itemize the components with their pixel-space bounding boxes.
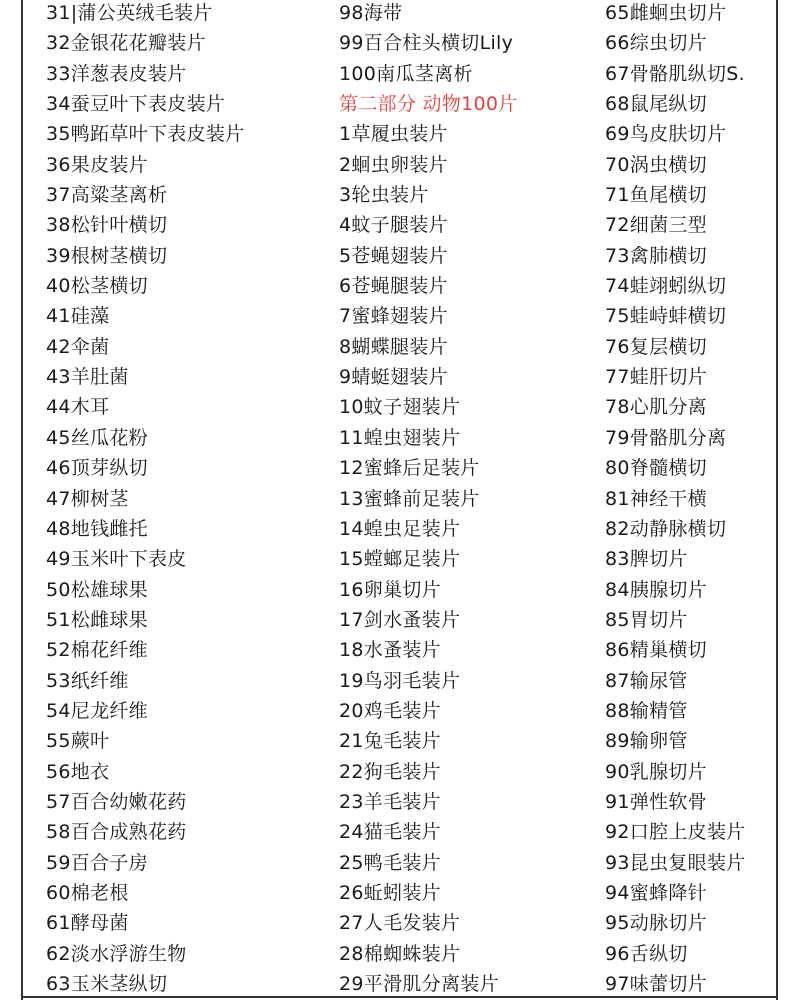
list-item: 80脊髓横切 bbox=[605, 457, 707, 480]
list-item: 47柳树茎 bbox=[46, 487, 129, 510]
list-item: 54尼龙纤维 bbox=[46, 699, 148, 722]
list-item: 15螳螂足装片 bbox=[339, 548, 461, 571]
list-item: 53纸纤维 bbox=[46, 669, 129, 692]
list-item: 85胃切片 bbox=[605, 608, 688, 631]
list-item: 57百合幼嫩花药 bbox=[46, 790, 187, 813]
list-item: 89输卵管 bbox=[605, 730, 688, 753]
list-item: 38松针叶横切 bbox=[46, 214, 168, 237]
list-item: 21兔毛装片 bbox=[339, 730, 441, 753]
list-item: 33洋葱表皮装片 bbox=[46, 62, 187, 85]
list-item: 51松雌球果 bbox=[46, 608, 148, 631]
list-item: 66综虫切片 bbox=[605, 32, 707, 55]
list-item: 16卵巢切片 bbox=[339, 578, 441, 601]
list-item: 32金银花花瓣装片 bbox=[46, 32, 206, 55]
list-item: 24猫毛装片 bbox=[339, 821, 441, 844]
list-item: 52棉花纤维 bbox=[46, 639, 148, 662]
column-1 bbox=[46, 0, 244, 999]
list-item: 76复层横切 bbox=[605, 335, 707, 358]
list-item: 99百合柱头横切Lily bbox=[339, 32, 514, 55]
list-item: 13蜜蜂前足装片 bbox=[339, 487, 480, 510]
list-item: 55蕨叶 bbox=[46, 730, 110, 753]
list-item: 67骨骼肌纵切S. bbox=[605, 62, 745, 85]
list-item: 2蛔虫卵装片 bbox=[339, 153, 448, 176]
list-item: 62淡水浮游生物 bbox=[46, 942, 187, 965]
list-item: 84胰腺切片 bbox=[605, 578, 707, 601]
list-item: 1草履虫装片 bbox=[339, 123, 448, 146]
list-item: 56地衣 bbox=[46, 760, 110, 783]
list-item: 42伞菌 bbox=[46, 335, 110, 358]
column-3 bbox=[605, 0, 746, 999]
list-item: 96舌纵切 bbox=[605, 942, 688, 965]
list-item: 69鸟皮肤切片 bbox=[605, 123, 727, 146]
list-item: 93昆虫复眼装片 bbox=[605, 851, 746, 874]
list-item: 61酵母菌 bbox=[46, 912, 129, 935]
list-item: 27人毛发装片 bbox=[339, 912, 461, 935]
list-item: 48地钱雌托 bbox=[46, 517, 148, 540]
list-item: 88输精管 bbox=[605, 699, 688, 722]
list-item: 90乳腺切片 bbox=[605, 760, 707, 783]
list-item: 41硅藻 bbox=[46, 305, 110, 328]
list-item: 43羊肚菌 bbox=[46, 366, 129, 389]
list-item: 40松茎横切 bbox=[46, 275, 148, 298]
list-item: 68鼠尾纵切 bbox=[605, 93, 707, 116]
list-item: 22狗毛装片 bbox=[339, 760, 441, 783]
list-item: 36果皮装片 bbox=[46, 153, 148, 176]
list-item: 95动脉切片 bbox=[605, 912, 707, 935]
list-item: 82动静脉横切 bbox=[605, 517, 727, 540]
list-item: 45丝瓜花粉 bbox=[46, 426, 148, 449]
list-item: 35鸭跖草叶下表皮装片 bbox=[46, 123, 245, 146]
list-item: 87输尿管 bbox=[605, 669, 688, 692]
list-item: 74蛙翊蚓纵切 bbox=[605, 275, 727, 298]
list-item: 83脾切片 bbox=[605, 548, 688, 571]
list-item: 71鱼尾横切 bbox=[605, 184, 707, 207]
list-item: 65雌蛔虫切片 bbox=[605, 2, 727, 24]
list-item: 12蜜蜂后足装片 bbox=[339, 457, 480, 480]
list-item: 98海带 bbox=[339, 2, 403, 24]
list-item: 26蚯蚓装片 bbox=[339, 881, 441, 904]
list-item: 97味蕾切片 bbox=[605, 973, 707, 995]
list-item: 75蛙峙蚌横切 bbox=[605, 305, 727, 328]
list-item: 49玉米叶下表皮 bbox=[46, 548, 187, 571]
list-item: 70涡虫横切 bbox=[605, 153, 707, 176]
list-item: 23羊毛装片 bbox=[339, 790, 441, 813]
list-item: 10蚊子翅装片 bbox=[339, 396, 461, 419]
list-item: 25鸭毛装片 bbox=[339, 851, 441, 874]
list-item: 73禽肺横切 bbox=[605, 244, 707, 267]
list-item: 17剑水蚤装片 bbox=[339, 608, 461, 631]
list-item: 72细菌三型 bbox=[605, 214, 707, 237]
list-item: 39根树茎横切 bbox=[46, 244, 168, 267]
list-item: 6苍蝇腿装片 bbox=[339, 275, 448, 298]
list-item: 63玉米茎纵切 bbox=[46, 973, 168, 995]
section-heading: 第二部分 动物100片 bbox=[339, 93, 518, 116]
list-item: 92口腔上皮装片 bbox=[605, 821, 746, 844]
list-item: 19鸟羽毛装片 bbox=[339, 669, 461, 692]
list-item: 91弹性软骨 bbox=[605, 790, 707, 813]
list-item: 44木耳 bbox=[46, 396, 110, 419]
list-item: 50松雄球果 bbox=[46, 578, 148, 601]
list-item: 59百合子房 bbox=[46, 851, 148, 874]
list-item: 8蝴蝶腿装片 bbox=[339, 335, 448, 358]
list-item: 9蜻蜓翅装片 bbox=[339, 366, 448, 389]
list-item: 78心肌分离 bbox=[605, 396, 707, 419]
list-item: 94蜜蜂降针 bbox=[605, 881, 707, 904]
list-item: 7蜜蜂翅装片 bbox=[339, 305, 448, 328]
list-item: 37高粱茎离析 bbox=[46, 184, 168, 207]
list-item: 3轮虫装片 bbox=[339, 184, 429, 207]
list-item: 20鸡毛装片 bbox=[339, 699, 441, 722]
list-item: 5苍蝇翅装片 bbox=[339, 244, 448, 267]
list-item: 79骨骼肌分离 bbox=[605, 426, 727, 449]
list-item: 77蛙肝切片 bbox=[605, 366, 707, 389]
list-item: 11蝗虫翅装片 bbox=[339, 426, 461, 449]
list-item: 14蝗虫足装片 bbox=[339, 517, 461, 540]
list-item: 60棉老根 bbox=[46, 881, 129, 904]
list-item: 100南瓜茎离析 bbox=[339, 62, 473, 85]
list-item: 29平滑肌分离装片 bbox=[339, 973, 499, 995]
list-item: 34蚕豆叶下表皮装片 bbox=[46, 93, 226, 116]
column-2 bbox=[339, 0, 518, 999]
list-item: 58百合成熟花药 bbox=[46, 821, 187, 844]
list-item: 28棉蜘蛛装片 bbox=[339, 942, 461, 965]
list-item: 46顶芽纵切 bbox=[46, 457, 148, 480]
list-item: 4蚊子腿装片 bbox=[339, 214, 448, 237]
list-item: 86精巢横切 bbox=[605, 639, 707, 662]
list-item: 18水蚤装片 bbox=[339, 639, 441, 662]
list-item: 31|蒲公英绒毛装片 bbox=[46, 2, 213, 24]
list-item: 81神经干横 bbox=[605, 487, 707, 510]
